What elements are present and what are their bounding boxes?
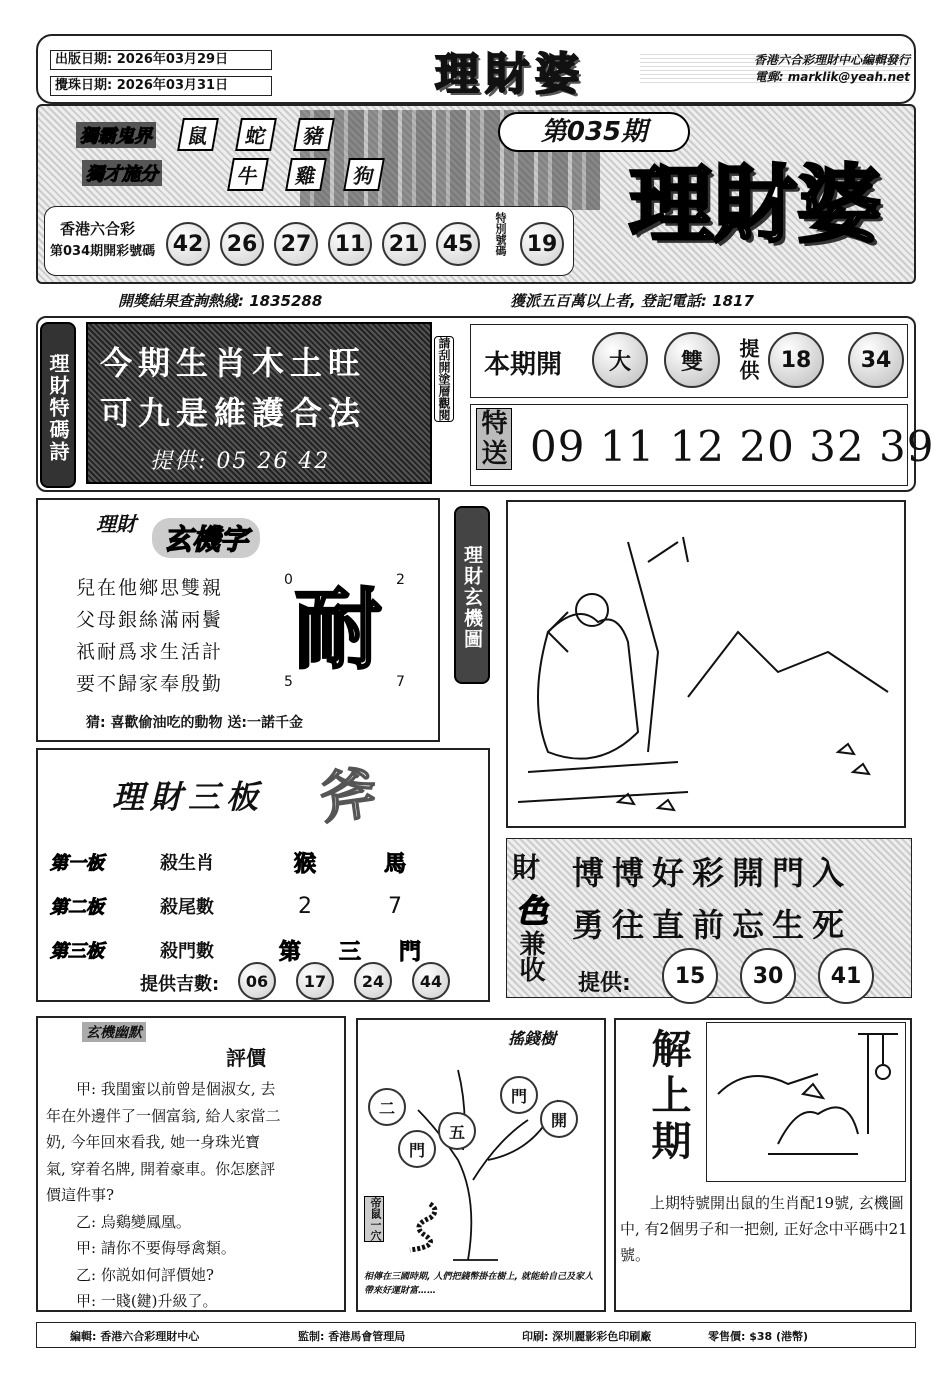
zodiac-row2 xyxy=(230,158,382,191)
wealth-number-1: 15 xyxy=(662,948,718,1004)
draw-number-2: 26 xyxy=(220,222,264,266)
banner-tag1: 獨霸鬼界 xyxy=(76,122,156,148)
poem-line-4: 要不歸家奉殷勤 xyxy=(76,673,224,695)
mystery-word-poem xyxy=(76,572,223,700)
wealth-number-2: 30 xyxy=(740,948,796,1004)
kill-row-3-action: 殺門數 xyxy=(160,941,214,962)
publisher-line1: 香港六合彩理財中心編輯發行 xyxy=(753,53,910,67)
draw-date-label: 攪珠日期: xyxy=(55,78,113,93)
char-num-tr: 2 xyxy=(396,572,405,588)
zodiac-snake: 蛇 xyxy=(235,118,277,151)
kill-row-1-label: 第一板 xyxy=(50,853,104,874)
issue-number: 第035期 xyxy=(498,112,690,152)
char-num-tl: 0 xyxy=(284,572,293,588)
kill-row-1-a: 猴 xyxy=(293,851,316,877)
kill-row-2-b: 7 xyxy=(388,893,402,919)
money-tree-title: 搖錢樹 xyxy=(508,1029,557,1048)
lucky-number-4: 44 xyxy=(412,962,450,1000)
draw-date: 2026年03月31日 xyxy=(116,78,229,93)
poem-line2: 可九是維護合法 xyxy=(100,394,367,432)
comment-line-8: 乙: 你説如何評價她? xyxy=(76,1265,214,1284)
solution-text: 上期特號開出鼠的生肖配19號, 玄機圖中, 有2個男子和一把劍, 正好念中平碼中21號。 xyxy=(620,1194,908,1264)
wealth-line1: 博博好彩開門入 xyxy=(572,854,853,892)
comment-body xyxy=(46,1076,342,1315)
draw-label: 第034期開彩號碼 xyxy=(50,244,156,259)
kill-row-3-label: 第三板 xyxy=(50,941,104,962)
wealth-side1: 財 xyxy=(512,851,541,884)
kill-row-2-label: 第二板 xyxy=(50,897,104,918)
three-kills-title: 理財三板 xyxy=(112,778,265,816)
comment-title: 評價 xyxy=(226,1046,266,1070)
provide-label: 提供 xyxy=(736,338,760,382)
char-num-bl: 5 xyxy=(284,674,293,690)
lucky-number-3: 24 xyxy=(354,962,392,1000)
publisher-info xyxy=(640,52,910,86)
wealth-side3: 兼收 xyxy=(515,930,545,982)
hotline-right: 獲派五百萬以上者, 登記電話: 1817 xyxy=(510,292,754,310)
even-ball: 雙 xyxy=(664,332,720,388)
lucky-label: 提供吉數: xyxy=(140,974,220,995)
banner-tag2: 獨才施分 xyxy=(82,160,162,186)
poem-line1: 今期生肖木土旺 xyxy=(100,344,367,382)
mystery-riddle: 猜: 喜歡偷油吃的動物 送:一諾千金 xyxy=(86,715,303,731)
three-kills-table xyxy=(50,840,470,972)
lucky-number-1: 06 xyxy=(238,962,276,1000)
draw-date-row xyxy=(50,76,272,96)
mystery-word-title: 玄機字 xyxy=(152,518,260,558)
draw-number-1: 42 xyxy=(166,222,210,266)
big-title: 理財婆 xyxy=(628,155,881,254)
three-kills-char: 斧 xyxy=(316,760,381,833)
kill-row-1 xyxy=(50,840,470,884)
kill-row-1-b: 馬 xyxy=(383,851,406,877)
comment-logo: 玄機幽默 xyxy=(82,1022,146,1042)
special-label: 特別號碼 xyxy=(494,212,507,256)
mystery-picture-label: 理財玄機圖 xyxy=(454,506,490,684)
kill-row-3-a: 第 xyxy=(278,939,301,965)
special-send-numbers: 09 11 12 20 32 39 xyxy=(530,422,935,471)
wealth-side2: 色 xyxy=(516,892,549,930)
this-issue-label: 本期開 xyxy=(484,350,563,380)
special-number: 19 xyxy=(520,222,564,266)
zodiac-pig: 豬 xyxy=(293,118,335,151)
tree-fruit-5: 開 xyxy=(540,1100,578,1138)
comment-line-6: 乙: 烏鷄變鳳凰。 xyxy=(76,1212,191,1231)
tree-fruit-3: 五 xyxy=(438,1112,476,1150)
provide-number-1: 18 xyxy=(768,332,824,388)
snake-icon xyxy=(390,1196,450,1256)
comment-line-2: 年在外邊伴了一個富翁, 給人家當二 xyxy=(46,1106,281,1125)
footer-price: 零售價: $38 (港幣) xyxy=(708,1330,809,1343)
publish-date: 2026年03月29日 xyxy=(116,52,229,67)
mystery-picture xyxy=(508,502,904,826)
publish-date-label: 出版日期: xyxy=(55,52,113,67)
comment-line-4: 氣, 穿着名牌, 開着豪車。你怎麽評 xyxy=(46,1159,276,1178)
zodiac-mouse: 鼠 xyxy=(177,118,219,151)
money-tree-caption: 相傳在三國時期, 人們把錢幣掛在樹上, 就能給自己及家人帶來好運財富…… xyxy=(364,1272,594,1296)
wealth-line2: 勇往直前忘生死 xyxy=(572,906,853,944)
draw-number-5: 21 xyxy=(382,222,426,266)
lucky-number-2: 17 xyxy=(296,962,334,1000)
poem-line-3: 祇耐爲求生活計 xyxy=(76,641,224,663)
comment-line-7: 甲: 請你不要侮辱禽類。 xyxy=(76,1239,236,1257)
comment-line-9: 甲: 一賤(鍵)升級了。 xyxy=(76,1292,218,1310)
provide-number-2: 34 xyxy=(848,332,904,388)
tree-fruit-4: 門 xyxy=(398,1130,436,1168)
comment-line-3: 奶, 今年回來看我, 她一身珠光寶 xyxy=(46,1133,261,1151)
comment-line-5: 價這件事? xyxy=(46,1186,115,1204)
header-title: 理財婆 xyxy=(435,49,585,100)
footer-printer: 印刷: 深圳麗影彩色印刷廠 xyxy=(522,1330,652,1343)
publish-date-row xyxy=(50,50,272,70)
footer-supervisor: 監制: 香港馬會管理局 xyxy=(298,1330,406,1343)
special-send-label: 特送 xyxy=(476,408,512,470)
wealth-number-3: 41 xyxy=(818,948,874,1004)
zodiac-row1 xyxy=(180,118,332,151)
draw-number-3: 27 xyxy=(274,222,318,266)
hotline-left: 開獎結果查詢熱綫: 1835288 xyxy=(118,292,323,310)
draw-number-6: 45 xyxy=(436,222,480,266)
comment-line-1: 甲: 我閨蜜以前曾是個淑女, 去 xyxy=(76,1080,276,1098)
draw-number-4: 11 xyxy=(328,222,372,266)
poem-line-1: 兒在他鄉思雙親 xyxy=(76,577,224,599)
footer-editor: 編輯: 香港六合彩理財中心 xyxy=(70,1330,200,1343)
poem-provide: 提供: 05 26 42 xyxy=(150,449,331,474)
mystery-word-prefix: 理財 xyxy=(96,512,136,536)
kill-row-3-c: 門 xyxy=(398,939,421,965)
big-ball: 大 xyxy=(592,332,648,388)
kill-row-3-b: 三 xyxy=(338,939,361,965)
wealth-provide-label: 提供: xyxy=(578,971,631,996)
publisher-email: 電郵: marklik@yeah.net xyxy=(754,70,910,84)
poem-side-label: 理財特碼詩 xyxy=(40,322,76,488)
kill-row-2-a: 2 xyxy=(298,893,312,919)
zodiac-ox: 牛 xyxy=(227,158,269,191)
scratch-note: 請刮開塗層觀閱 xyxy=(434,336,454,422)
money-tree-side: 帝鼠一穴 xyxy=(364,1196,384,1242)
kill-row-2-action: 殺尾數 xyxy=(160,897,214,918)
tree-fruit-2: 門 xyxy=(500,1076,538,1114)
char-num-br: 7 xyxy=(396,674,405,690)
mystery-char: 耐 xyxy=(294,578,383,681)
kill-row-1-action: 殺生肖 xyxy=(160,853,214,874)
kill-row-2 xyxy=(50,884,470,928)
poem-line-2: 父母銀絲滿兩鬢 xyxy=(76,609,224,631)
zodiac-rooster: 雞 xyxy=(285,158,327,191)
lottery-label: 香港六合彩 xyxy=(60,220,136,238)
solution-label: 解上期 xyxy=(645,1028,691,1166)
zodiac-dog: 狗 xyxy=(343,158,385,191)
solution-picture xyxy=(708,1024,904,1180)
tree-fruit-1: 二 xyxy=(368,1088,406,1126)
